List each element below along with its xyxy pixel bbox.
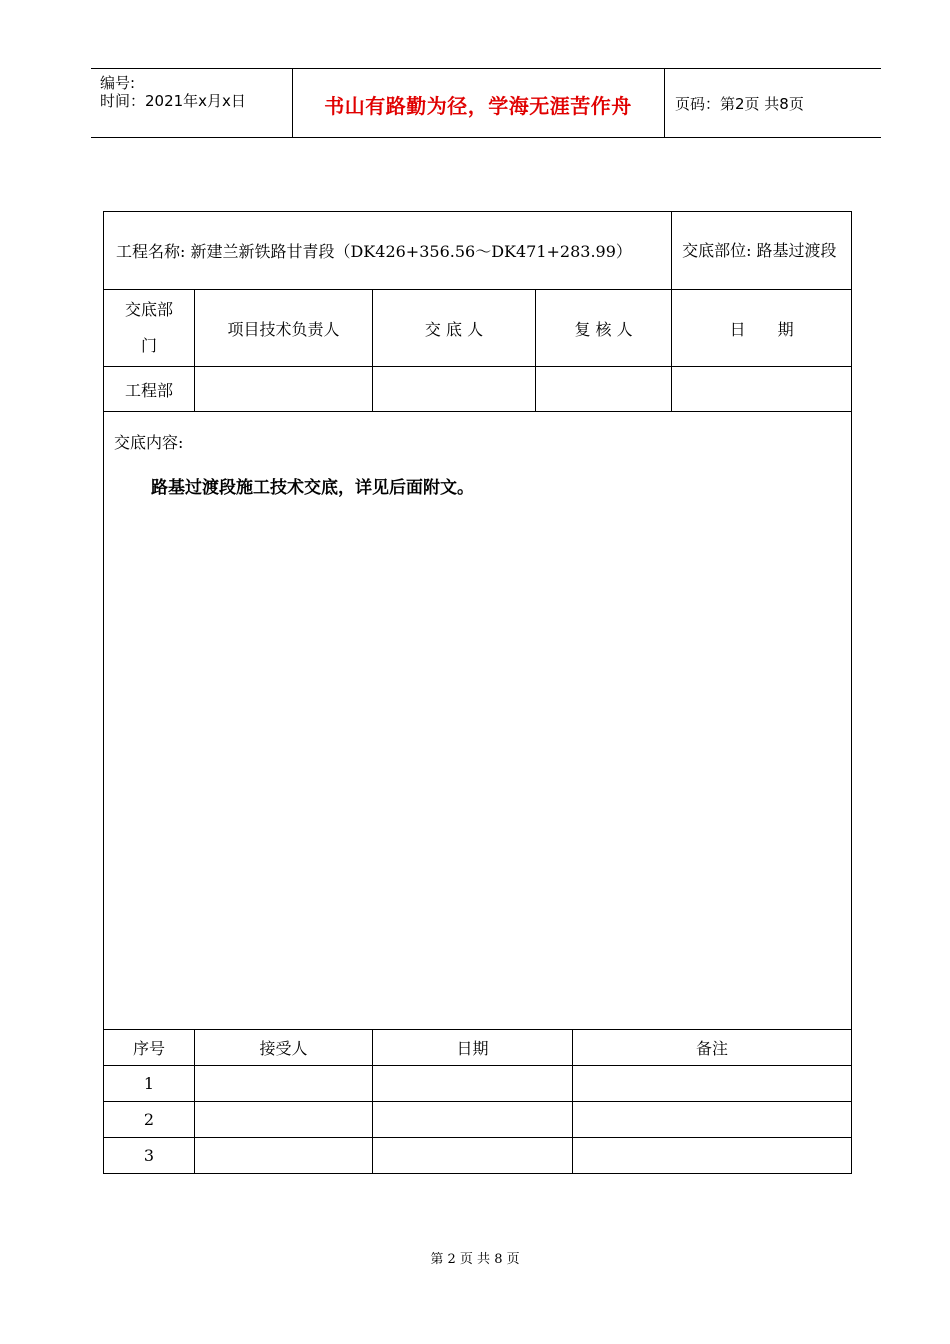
- content-text: 路基过渡段施工技术交底，详见后面附文。: [151, 478, 474, 498]
- receipt-header-receiver: 接受人: [195, 1030, 373, 1066]
- receipt-remarks[interactable]: [573, 1138, 852, 1174]
- receipt-remarks[interactable]: [573, 1102, 852, 1138]
- motto-text: 书山有路勤为径，学海无涯苦作舟: [324, 94, 632, 118]
- receipt-date[interactable]: [373, 1138, 573, 1174]
- table-row: [104, 1102, 852, 1138]
- page-header: [91, 68, 881, 138]
- receipt-receiver[interactable]: [195, 1102, 373, 1138]
- col-tech-lead: 项目技术负责人: [195, 290, 373, 367]
- receipt-receiver[interactable]: [195, 1138, 373, 1174]
- receipt-date[interactable]: [373, 1102, 573, 1138]
- col-handover-person: 交 底 人: [373, 290, 536, 367]
- time-label: 时间：2021年x月x日: [100, 92, 246, 110]
- receipt-header-index: 序号: [104, 1030, 195, 1066]
- col-department: 交底部门: [104, 290, 195, 367]
- receipt-header-date: 日期: [373, 1030, 573, 1066]
- table-row: [104, 1066, 852, 1102]
- project-name-cell: [104, 212, 672, 290]
- handover-form: [103, 211, 852, 1174]
- col-date: 日 期: [672, 290, 852, 367]
- handover-part: 交底部位: 路基过渡段: [682, 240, 837, 260]
- handover-person-value[interactable]: [373, 367, 536, 412]
- header-meta-cell: [91, 69, 293, 137]
- receipt-index: 3: [104, 1138, 195, 1174]
- col-reviewer: 复 核 人: [536, 290, 672, 367]
- handover-part-cell: [672, 212, 852, 290]
- table-row: [104, 1138, 852, 1174]
- receipt-remarks[interactable]: [573, 1066, 852, 1102]
- content-cell: [104, 412, 852, 1030]
- header-page-cell: [665, 69, 881, 137]
- receipt-date[interactable]: [373, 1066, 573, 1102]
- tech-lead-value[interactable]: [195, 367, 373, 412]
- receipt-index: 2: [104, 1102, 195, 1138]
- receipt-receiver[interactable]: [195, 1066, 373, 1102]
- number-label: 编号:: [100, 74, 136, 92]
- header-motto-cell: [292, 69, 665, 137]
- project-name: 工程名称: 新建兰新铁路甘青段（DK426+356.56～DK471+283.99）: [116, 242, 632, 261]
- receipt-index: 1: [104, 1066, 195, 1102]
- department-value: 工程部: [104, 367, 195, 412]
- page-info: 页码：第2页 共8页: [675, 95, 804, 113]
- date-value[interactable]: [672, 367, 852, 412]
- content-label: 交底内容:: [114, 433, 184, 452]
- receipt-header-remarks: 备注: [573, 1030, 852, 1066]
- reviewer-value[interactable]: [536, 367, 672, 412]
- page-footer: 第 2 页 共 8 页: [430, 1252, 520, 1267]
